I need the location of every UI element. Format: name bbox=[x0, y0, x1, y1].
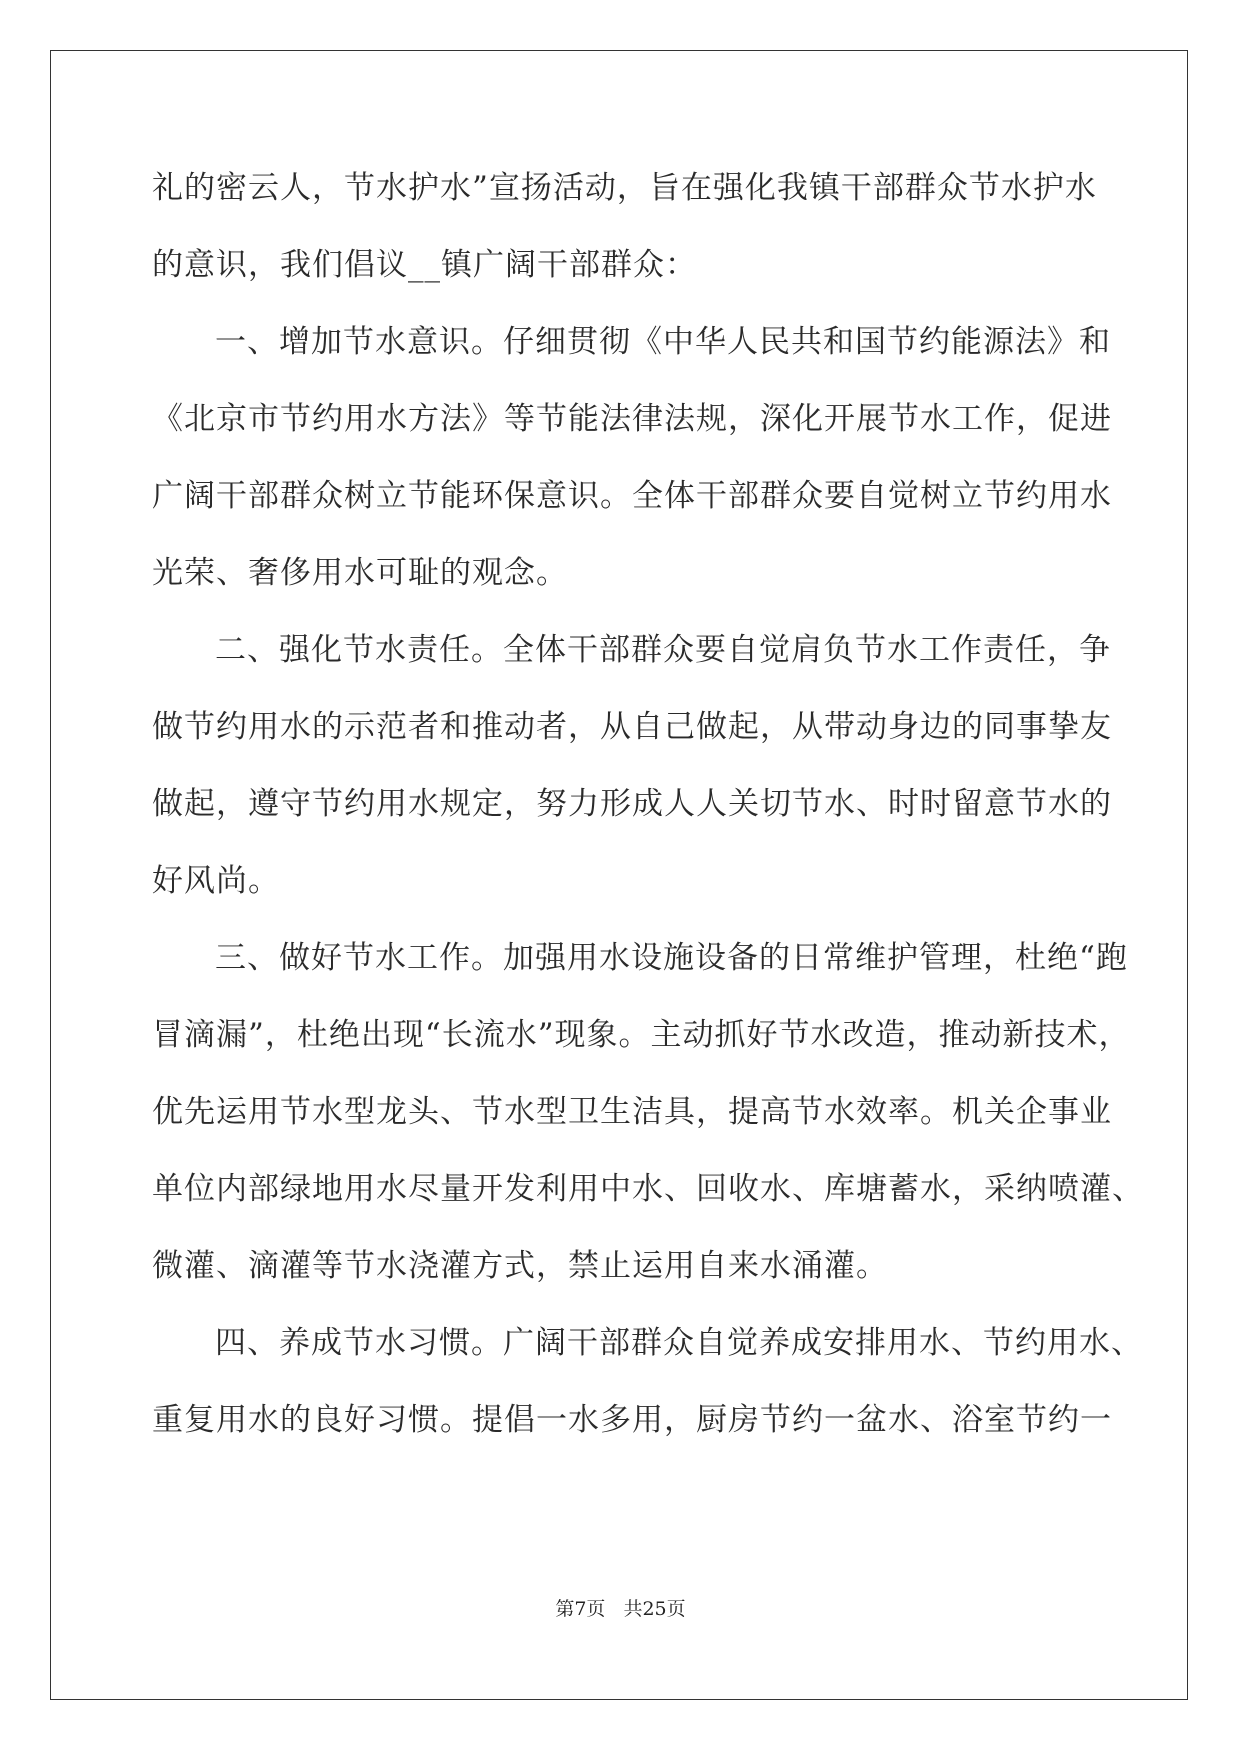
text-line: 光荣、奢侈用水可耻的观念。 bbox=[152, 555, 568, 591]
text-line: 好风尚。 bbox=[152, 863, 280, 899]
paragraph-start-line: 三、做好节水工作。加强用水设施设备的日常维护管理，杜绝“跑 bbox=[215, 940, 1128, 976]
text-line: 单位内部绿地用水尽量开发利用中水、回收水、库塘蓄水，采纳喷灌、 bbox=[152, 1171, 1144, 1207]
page-number: 第7页 bbox=[555, 1598, 606, 1620]
text-line: 《北京市节约用水方法》等节能法律法规，深化开展节水工作，促进 bbox=[152, 401, 1112, 437]
paragraph-start-line: 四、养成节水习惯。广阔干部群众自觉养成安排用水、节约用水、 bbox=[215, 1325, 1143, 1361]
text-line: 广阔干部群众树立节能环保意识。全体干部群众要自觉树立节约用水 bbox=[152, 478, 1112, 514]
text-line: 微灌、滴灌等节水浇灌方式，禁止运用自来水涌灌。 bbox=[152, 1248, 888, 1284]
paragraph-start-line: 二、强化节水责任。全体干部群众要自觉肩负节水工作责任，争 bbox=[215, 632, 1111, 668]
text-line: 做节约用水的示范者和推动者，从自己做起，从带动身边的同事挚友 bbox=[152, 709, 1112, 745]
text-line: 做起，遵守节约用水规定，努力形成人人关切节水、时时留意节水的 bbox=[152, 786, 1112, 822]
document-body bbox=[152, 166, 1144, 1475]
text-line: 礼的密云人，节水护水”宣扬活动，旨在强化我镇干部群众节水护水 bbox=[152, 170, 1097, 206]
text-line: 重复用水的良好习惯。提倡一水多用，厨房节约一盆水、浴室节约一 bbox=[152, 1402, 1112, 1438]
text-line: 的意识，我们倡议__镇广阔干部群众： bbox=[152, 247, 697, 283]
text-line: 冒滴漏”，杜绝出现“长流水”现象。主动抓好节水改造，推动新技术， bbox=[152, 1017, 1131, 1053]
paragraph-start-line: 一、增加节水意识。仔细贯彻《中华人民共和国节约能源法》和 bbox=[215, 324, 1111, 360]
text-line: 优先运用节水型龙头、节水型卫生洁具，提高节水效率。机关企事业 bbox=[152, 1094, 1112, 1130]
page-footer bbox=[0, 1594, 1241, 1621]
total-pages: 共25页 bbox=[623, 1598, 686, 1620]
